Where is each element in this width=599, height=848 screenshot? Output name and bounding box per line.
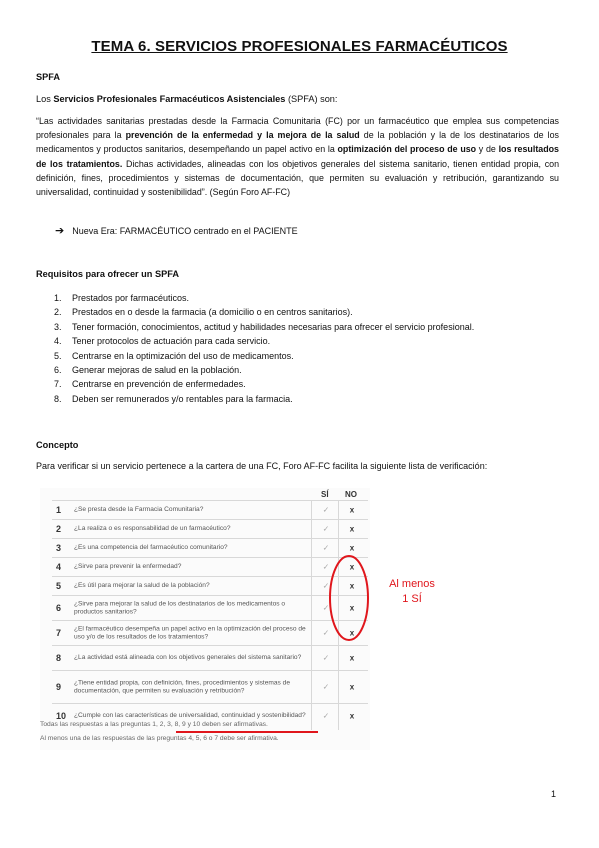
spfa-definition-quote [36,114,559,199]
quote-bold-3: los resultados de los tratamientos. [36,144,559,169]
row-number: 4 [56,562,62,572]
yes-check-icon: ✓ [322,524,330,534]
row-question: ¿Es útil para mejorar la salud de la población? [74,582,210,590]
row-number: 1 [56,505,62,515]
quote-part-3: y de [476,144,499,155]
table-row [52,500,368,519]
table-row [52,645,368,670]
red-underline-annotation [176,731,318,733]
no-cross-icon: x [349,562,355,572]
list-item-number: 3. [54,321,62,332]
list-item-text: Tener protocolos de actuación para cada servicio. [72,336,271,347]
list-item-number: 1. [54,293,62,303]
handwritten-line-1: Al menos [389,578,435,590]
table-row [52,595,368,620]
no-cross-icon: x [349,581,355,591]
verification-checklist-figure [40,488,370,750]
yes-check-icon: ✓ [322,505,330,515]
row-question: ¿Se presta desde la Farmacia Comunitaria? [74,506,204,514]
list-item-text: Centrarse en prevención de enfermedades. [72,379,246,390]
list-item [54,334,474,348]
no-cross-icon: x [349,543,355,553]
list-item-text: Deben ser remunerados y/o rentables para la farmacia. [72,393,293,404]
list-item [54,320,474,334]
quote-bold-1: prevención de la enfermedad y la mejora de la salud [125,130,360,141]
list-item-text: Centrarse en la optimización del uso de medicamentos. [72,350,294,361]
list-item-text: Prestados por farmacéuticos. [72,293,190,303]
row-question: ¿Tiene entidad propia, con definición, fines, procedimientos y sistemas de documentación, que permiten su evaluación y retribución? [74,679,290,694]
table-row [52,557,368,576]
row-question: ¿El farmacéutico desempeña un papel activo en la optimización del proceso de uso y/o de los resultados de los tratamientos? [74,625,306,640]
note1-prefix: Todas las respuestas a las preguntas [40,721,153,728]
no-cross-icon: x [349,505,355,515]
note1-underlined: 1, 2, 3, 8, 9 y 10 deben ser afirmativas. [152,721,268,728]
intro-prefix: Los [36,94,54,104]
intro-suffix: (SPFA) son: [285,94,338,104]
checklist-rows [52,500,368,728]
list-item-text: Generar mejoras de salud en la población. [72,365,242,376]
yes-check-icon: ✓ [322,628,330,638]
spfa-intro [36,94,337,104]
list-item-number: 7. [54,379,62,390]
list-item-text: Prestados en o desde la farmacia (a domicilio o en centros sanitarios). [72,307,353,318]
row-question: ¿Es una competencia del farmacéutico comunitario? [74,544,228,552]
row-number: 2 [56,524,62,534]
table-row [52,538,368,557]
row-number: 3 [56,543,62,553]
quote-part-4: Dichas actividades, alineadas con los objetivos generales del sistema sanitario, tienen entidad propia, con definición, fines, procedimientos y sistemas de documentación, que permiten su evaluación y retribución, garantizando su universalidad, continuidad y sostenibilidad”. (Según Foro AF-FC) [36,158,559,198]
list-item [54,392,474,406]
arrow-right-icon: ➔ [55,225,65,237]
yes-check-icon: ✓ [322,543,330,553]
row-question: ¿Cumple con las características de universalidad, continuidad y sostenibilidad? [74,712,306,720]
no-cross-icon: x [349,524,355,534]
page-number: 1 [551,789,557,799]
checklist-note-at-least-one: Al menos una de las respuestas de las preguntas 4, 5, 6 o 7 debe ser afirmativa. [40,735,279,742]
new-era-text: Nueva Era: FARMACÉUTICO centrado en el PACIENTE [72,225,298,236]
table-row [52,620,368,645]
handwritten-line-2: 1 SÍ [402,593,422,605]
list-item [54,377,474,391]
list-item [54,349,474,363]
table-row [52,519,368,538]
yes-column-header: SÍ [321,490,329,499]
no-cross-icon: x [349,682,355,692]
requirements-list [54,291,474,406]
row-number: 7 [56,628,62,638]
no-cross-icon: x [349,603,355,613]
checklist-note-all-yes [40,721,268,728]
row-number: 5 [56,581,62,591]
no-cross-icon: x [349,653,355,663]
yes-check-icon: ✓ [322,653,330,663]
list-item-number: 4. [54,336,62,347]
no-cross-icon: x [349,628,355,638]
list-item [54,291,474,305]
no-cross-icon: x [349,711,355,721]
quote-bold-2: optimización del proceso de uso [337,144,477,155]
row-number: 10 [56,711,67,721]
no-column-header: NO [345,490,357,499]
yes-check-icon: ✓ [322,562,330,572]
yes-check-icon: ✓ [322,711,330,721]
list-item [54,363,474,377]
list-item-number: 6. [54,365,62,376]
row-number: 6 [56,603,62,613]
page-title: TEMA 6. SERVICIOS PROFESIONALES FARMACÉUTICOS [91,38,508,55]
list-item-text: Tener formación, conocimientos, actitud y habilidades necesarias para ofrecer el servicio profesional. [72,321,475,332]
row-question: ¿Sirve para prevenir la enfermedad? [74,563,182,571]
row-number: 9 [56,682,62,692]
row-question: ¿Sirve para mejorar la salud de los destinatarios de los medicamentos o productos sanitarios? [74,600,286,615]
yes-check-icon: ✓ [322,581,330,591]
yes-check-icon: ✓ [322,682,330,692]
section-heading-concept: Concepto [36,440,79,450]
row-number: 8 [56,653,62,663]
quote-part-2: de la población y la de los destinatarios de los medicamentos y productos sanitarios, desempeñando un papel activo en la [36,130,559,155]
list-item-number: 5. [54,350,62,361]
intro-bold: Servicios Profesionales Farmacéuticos Asistenciales [53,94,286,104]
list-item-number: 2. [54,307,62,318]
list-item [54,305,474,319]
table-row [52,670,368,703]
list-item-number: 8. [54,393,62,404]
red-circle-annotation [326,553,372,643]
concept-intro: Para verificar si un servicio pertenece a la cartera de una FC, Foro AF-FC facilita la siguiente lista de verificación: [36,461,488,471]
table-row [52,576,368,595]
yes-check-icon: ✓ [322,603,330,613]
section-heading-spfa: SPFA [36,72,60,82]
quote-part-1: “Las actividades sanitarias prestadas desde la Farmacia Comunitaria (FC) por un farmacéutico que emplea sus competencias profesionales para la [36,116,559,141]
section-heading-requirements: Requisitos para ofrecer un SPFA [36,269,179,279]
row-question: ¿La actividad está alineada con los objetivos generales del sistema sanitario? [74,654,302,662]
handwritten-annotation [385,577,439,607]
new-era-bullet [55,224,298,237]
row-question: ¿La realiza o es responsabilidad de un farmacéutico? [74,525,231,533]
